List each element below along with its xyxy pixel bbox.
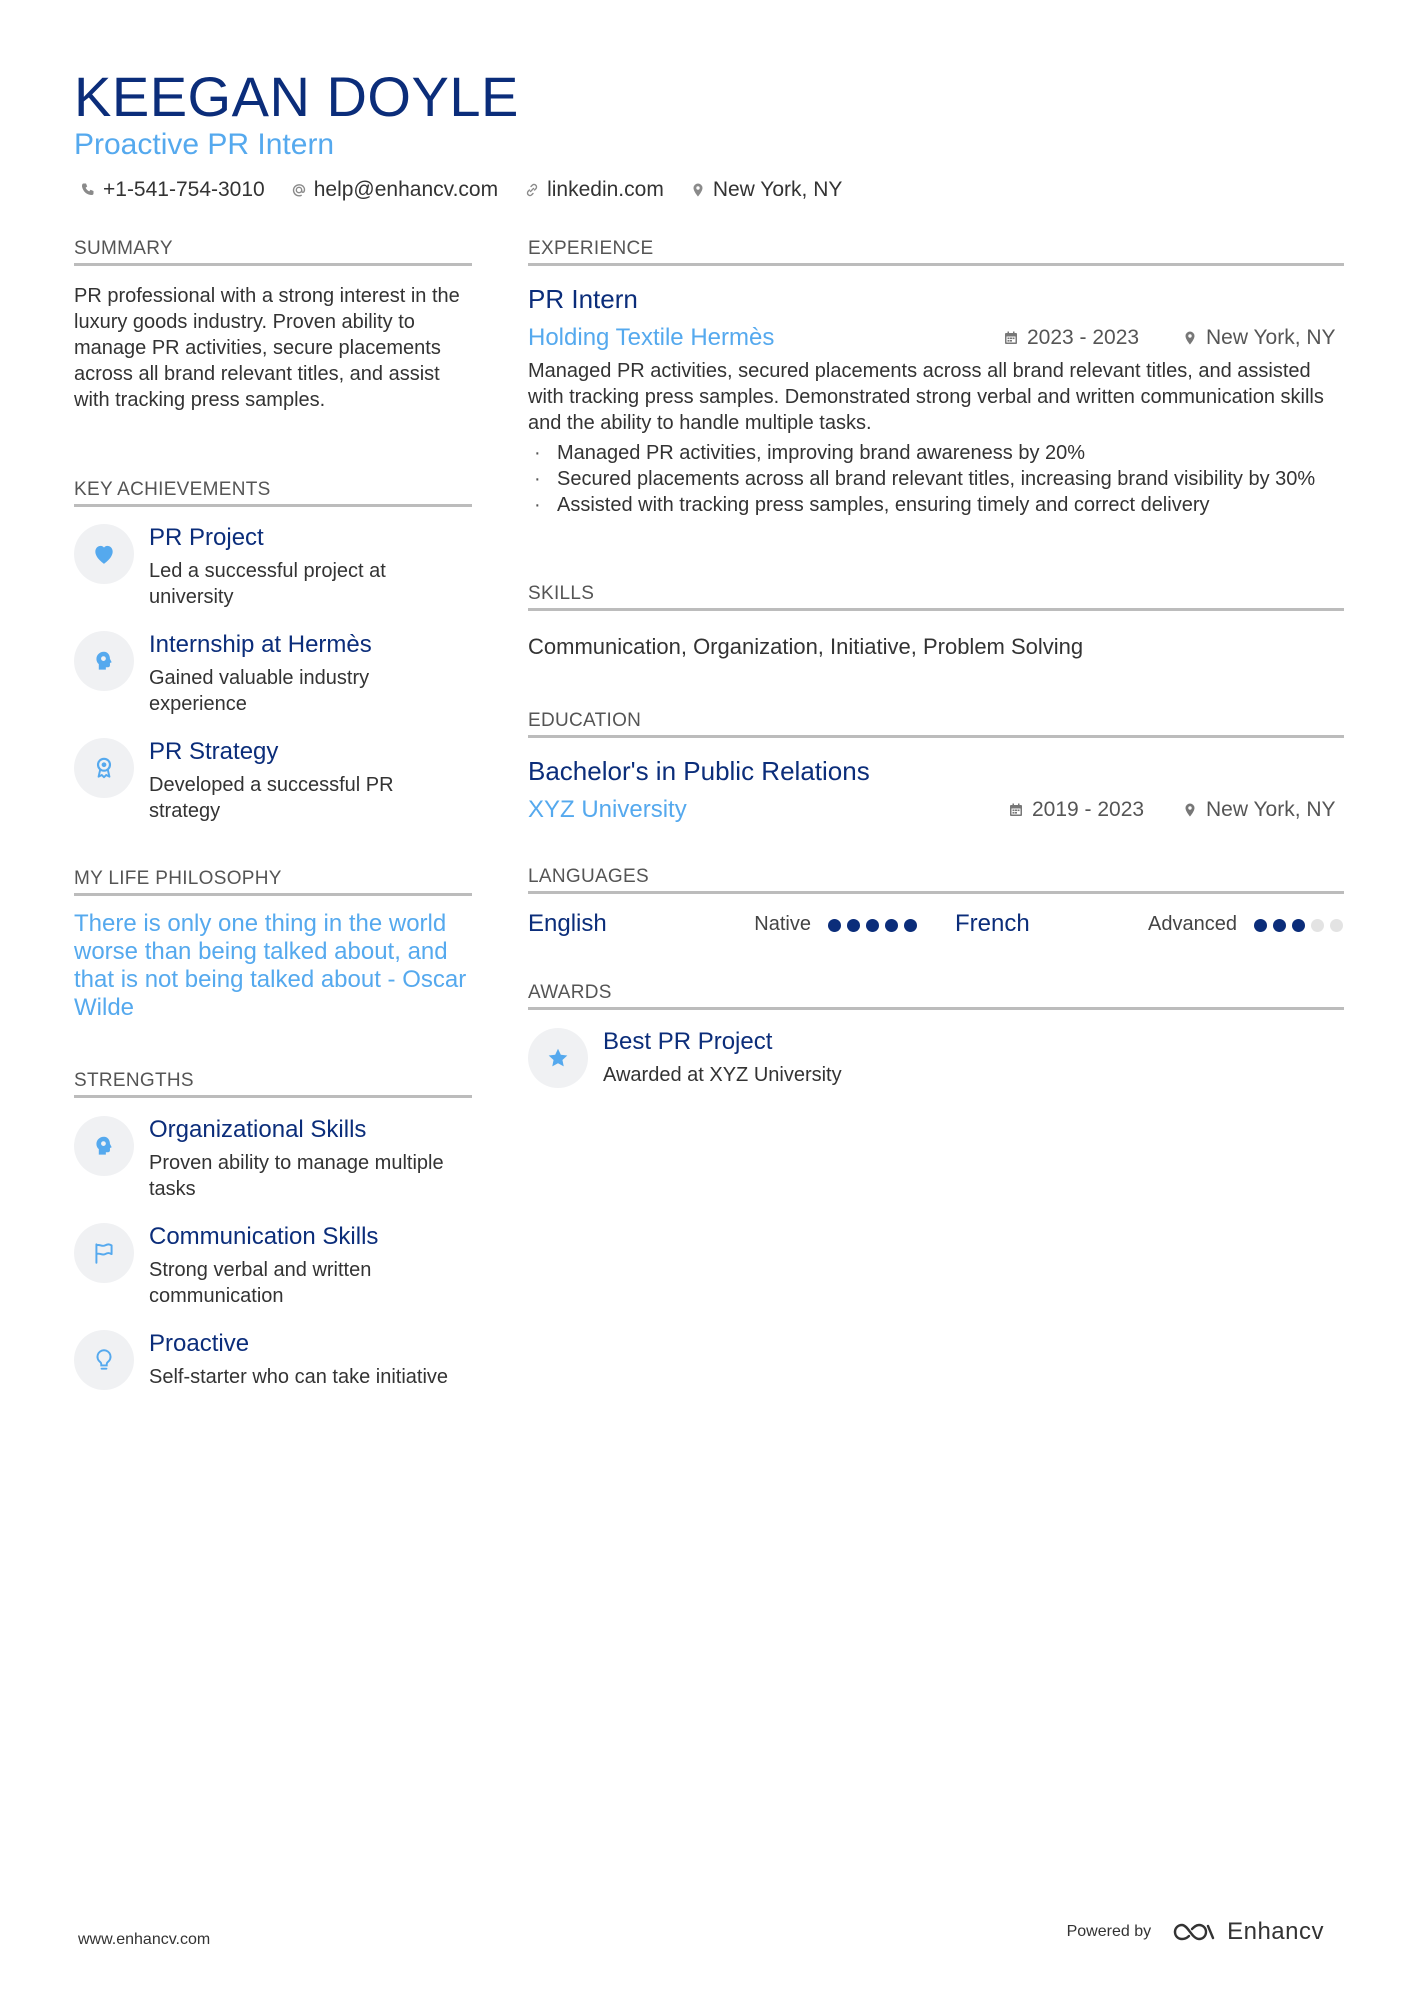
summary-divider [74, 263, 472, 266]
education-dates [1008, 798, 1144, 822]
contact-linkedin-text: linkedin.com [547, 178, 664, 201]
achievement-title: PR Strategy [149, 738, 279, 765]
candidate-headline: Proactive PR Intern [74, 128, 335, 161]
skills-heading: SKILLS [528, 583, 595, 604]
experience-heading: EXPERIENCE [528, 238, 654, 259]
strengths-heading: STRENGTHS [74, 1070, 194, 1091]
skills-text: Communication, Organization, Initiative, Problem Solving [528, 634, 1084, 659]
language-level: Advanced [1148, 913, 1237, 935]
calendar-icon [1008, 802, 1024, 818]
education-location-text: New York, NY [1206, 798, 1336, 821]
experience-location [1182, 326, 1336, 350]
rating-dot-empty [1330, 919, 1343, 932]
summary-heading: SUMMARY [74, 238, 173, 259]
brand-name: Enhancv [1227, 1918, 1324, 1945]
footer-website[interactable]: www.enhancv.com [78, 1931, 211, 1948]
strength-desc: Proven ability to manage multiple tasks [149, 1152, 444, 1200]
philosophy-divider [74, 893, 472, 896]
strength-title: Organizational Skills [149, 1116, 367, 1143]
experience-location-text: New York, NY [1206, 326, 1336, 349]
achievement-title: Internship at Hermès [149, 631, 372, 658]
contact-phone-text: +1-541-754-3010 [103, 178, 265, 201]
contact-location-text: New York, NY [712, 178, 843, 201]
rating-dot-filled [847, 919, 860, 932]
rating-dot-filled [885, 919, 898, 932]
achievements-divider [74, 504, 472, 507]
heart-icon [91, 541, 117, 567]
enhancv-infinity-icon [1171, 1920, 1217, 1944]
experience-description: Managed PR activities, secured placements across all brand relevant titles, and assisted with tracking press samples. Demonstrated strong verbal and written communication skills and the ability to handle multiple tasks. [528, 360, 1324, 434]
skills-divider [528, 608, 1344, 611]
experience-role: PR Intern [528, 284, 638, 314]
education-location [1182, 798, 1336, 822]
contact-email[interactable] [291, 178, 498, 202]
calendar-icon [1003, 330, 1019, 346]
education-heading: EDUCATION [528, 710, 642, 731]
philosophy-quote: There is only one thing in the world worse than being talked about, and that is not being talked about - Oscar Wilde [74, 910, 467, 1021]
experience-dates [1003, 326, 1139, 350]
rating-dot-empty [1311, 919, 1324, 932]
experience-bullet: · Managed PR activities, improving brand awareness by 20% [528, 440, 1348, 466]
brain-head-icon [91, 1133, 117, 1159]
language-level: Native [754, 913, 811, 935]
award-title: Best PR Project [603, 1028, 773, 1055]
powered-by-label: Powered by [1066, 1923, 1152, 1940]
language-rating [1254, 919, 1343, 932]
education-degree: Bachelor's in Public Relations [528, 756, 870, 786]
experience-bullet: · Assisted with tracking press samples, ensuring timely and correct delivery [528, 492, 1348, 518]
philosophy-heading: MY LIFE PHILOSOPHY [74, 868, 282, 889]
awards-divider [528, 1007, 1344, 1010]
strength-desc: Self-starter who can take initiative [149, 1366, 449, 1388]
language-rating [828, 919, 917, 932]
summary-text: PR professional with a strong interest in the luxury goods industry. Proven ability to manage PR activities, secure placements across all brand relevant titles, and assist with tracking press samples. [74, 285, 460, 411]
awards-heading: AWARDS [528, 982, 612, 1003]
contact-linkedin[interactable] [524, 178, 664, 202]
link-icon [524, 182, 540, 198]
brain-head-icon [91, 648, 117, 674]
achievements-heading: KEY ACHIEVEMENTS [74, 479, 271, 500]
location-icon [690, 182, 706, 198]
experience-dates-text: 2023 - 2023 [1027, 326, 1140, 349]
rating-dot-filled [828, 919, 841, 932]
strength-title: Communication Skills [149, 1223, 379, 1250]
language-name: English [528, 910, 607, 937]
location-icon [1182, 330, 1198, 346]
rating-dot-filled [1292, 919, 1305, 932]
award-desc: Awarded at XYZ University [603, 1064, 842, 1086]
strengths-divider [74, 1095, 472, 1098]
education-dates-text: 2019 - 2023 [1032, 798, 1145, 821]
education-school: XYZ University [528, 796, 687, 823]
experience-bullet: · Secured placements across all brand relevant titles, increasing brand visibility by 30% [528, 466, 1348, 492]
contact-email-text: help@enhancv.com [313, 178, 499, 201]
location-icon [1182, 802, 1198, 818]
lightbulb-icon [91, 1347, 117, 1373]
achievement-title: PR Project [149, 524, 264, 551]
candidate-name: KEEGAN DOYLE [74, 65, 519, 128]
achievement-desc: Developed a successful PR strategy [149, 774, 394, 822]
strength-desc: Strong verbal and written communication [149, 1259, 372, 1307]
education-divider [528, 735, 1344, 738]
language-name: French [955, 910, 1030, 937]
enhancv-logo[interactable] [1171, 1918, 1324, 1946]
rating-dot-filled [1273, 919, 1286, 932]
experience-divider [528, 263, 1344, 266]
rating-dot-filled [866, 919, 879, 932]
strength-title: Proactive [149, 1330, 250, 1357]
experience-bullets [528, 440, 1348, 518]
at-icon [291, 182, 307, 198]
languages-divider [528, 891, 1344, 894]
achievement-desc: Gained valuable industry experience [149, 667, 370, 715]
contact-bar [80, 178, 842, 202]
star-icon [545, 1045, 571, 1071]
achievement-desc: Led a successful project at university [149, 560, 386, 608]
footer-branding [1067, 1918, 1324, 1946]
rating-dot-filled [1254, 919, 1267, 932]
contact-phone[interactable] [80, 178, 265, 202]
award-ribbon-icon [91, 755, 117, 781]
experience-company: Holding Textile Hermès [528, 324, 775, 351]
phone-icon [80, 182, 96, 198]
contact-location [690, 178, 843, 202]
languages-heading: LANGUAGES [528, 866, 649, 887]
flag-icon [91, 1240, 117, 1266]
rating-dot-filled [904, 919, 917, 932]
